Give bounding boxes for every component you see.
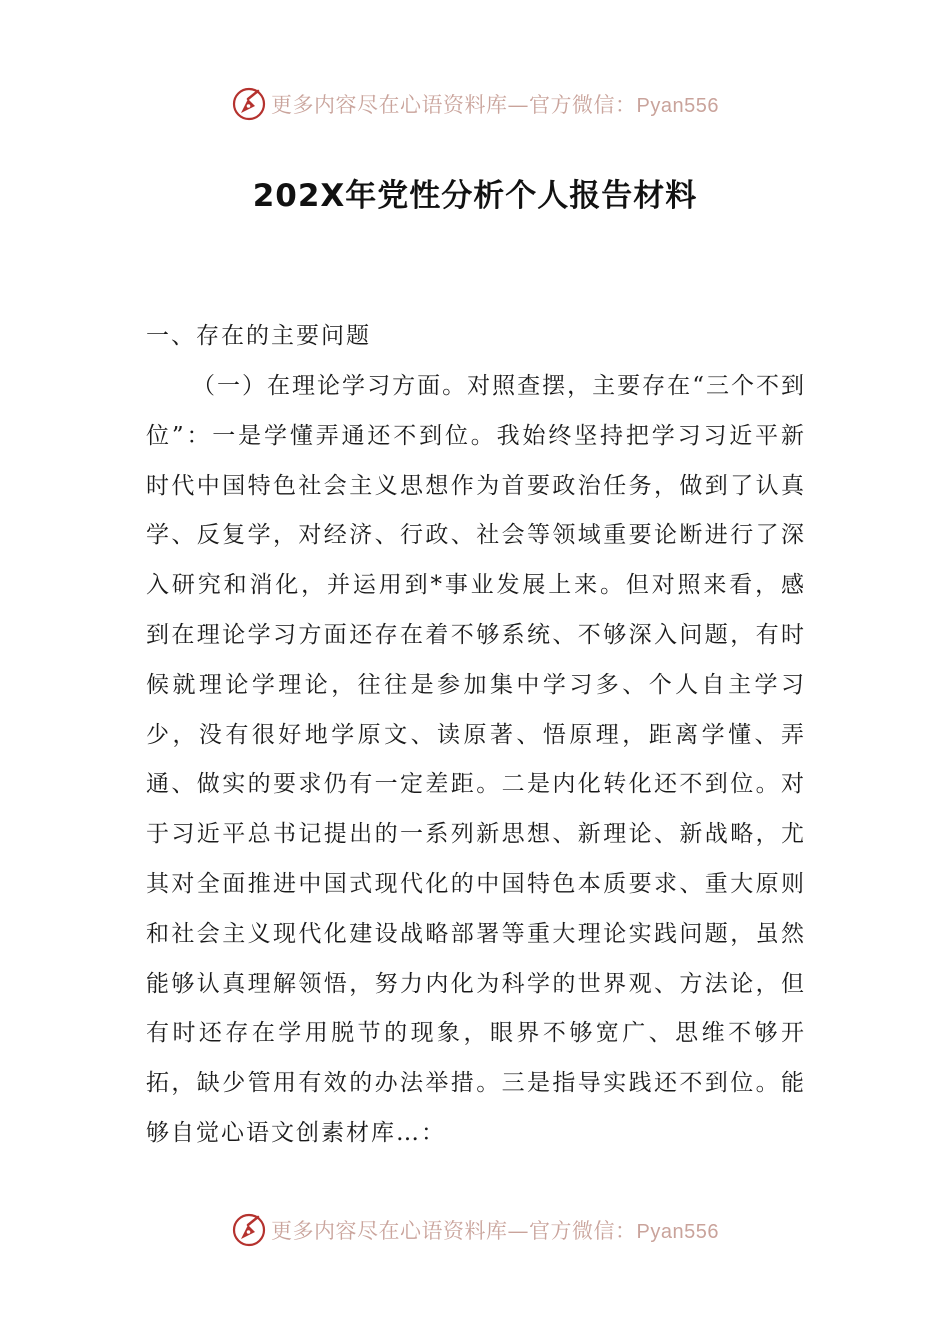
wechat-id: Pyan556 [636, 95, 719, 117]
banner-text: 更多内容尽在心语资料库—官方微信：Pyan556 [271, 93, 719, 117]
pen-nib-circle-icon [231, 86, 267, 122]
pen-nib-circle-icon [231, 1212, 267, 1248]
wechat-id: Pyan556 [636, 1221, 719, 1243]
body-paragraph: （一）在理论学习方面。对照查摆，主要存在“三个不到位”：一是学懂弄通还不到位。我始终坚持把学习习近平新时代中国特色社会主义思想作为首要政治任务，做到了认真学、反复学，对经济、行政、社会等领域重要论断进行了深入研究和消化，并运用到*事业发展上来。但对照来看，感到在理论学习方面还存在着不够系统、不够深入问题，有时候就理论学理论，往往是参加集中学习多、个人自主学习少，没有很好地学原文、读原著、悟原理，距离学懂、弄通、做实的要求仍有一定差距。二是内化转化还不到位。对于习近平总书记提出的一系列新思想、新理论、新战略，尤其对全面推进中国式现代化的中国特色本质要求、重大原则和社会主义现代化建设战略部署等重大理论实践问题，虽然能够认真理解领悟，努力内化为科学的世界观、方法论，但有时还存在学用脱节的现象，眼界不够宽广、思维不够开拓，缺少管用有效的办法举措。三是指导实践还不到位。能够自觉心语文创素材库…： [146, 373, 806, 1146]
header-watermark-banner [0, 80, 950, 128]
section-heading: 一、存在的主要问题 [146, 323, 371, 349]
banner-text: 更多内容尽在心语资料库—官方微信：Pyan556 [271, 1219, 719, 1243]
document-title: 202X年党性分析个人报告材料 [252, 178, 698, 214]
footer-watermark-banner [0, 1206, 950, 1254]
